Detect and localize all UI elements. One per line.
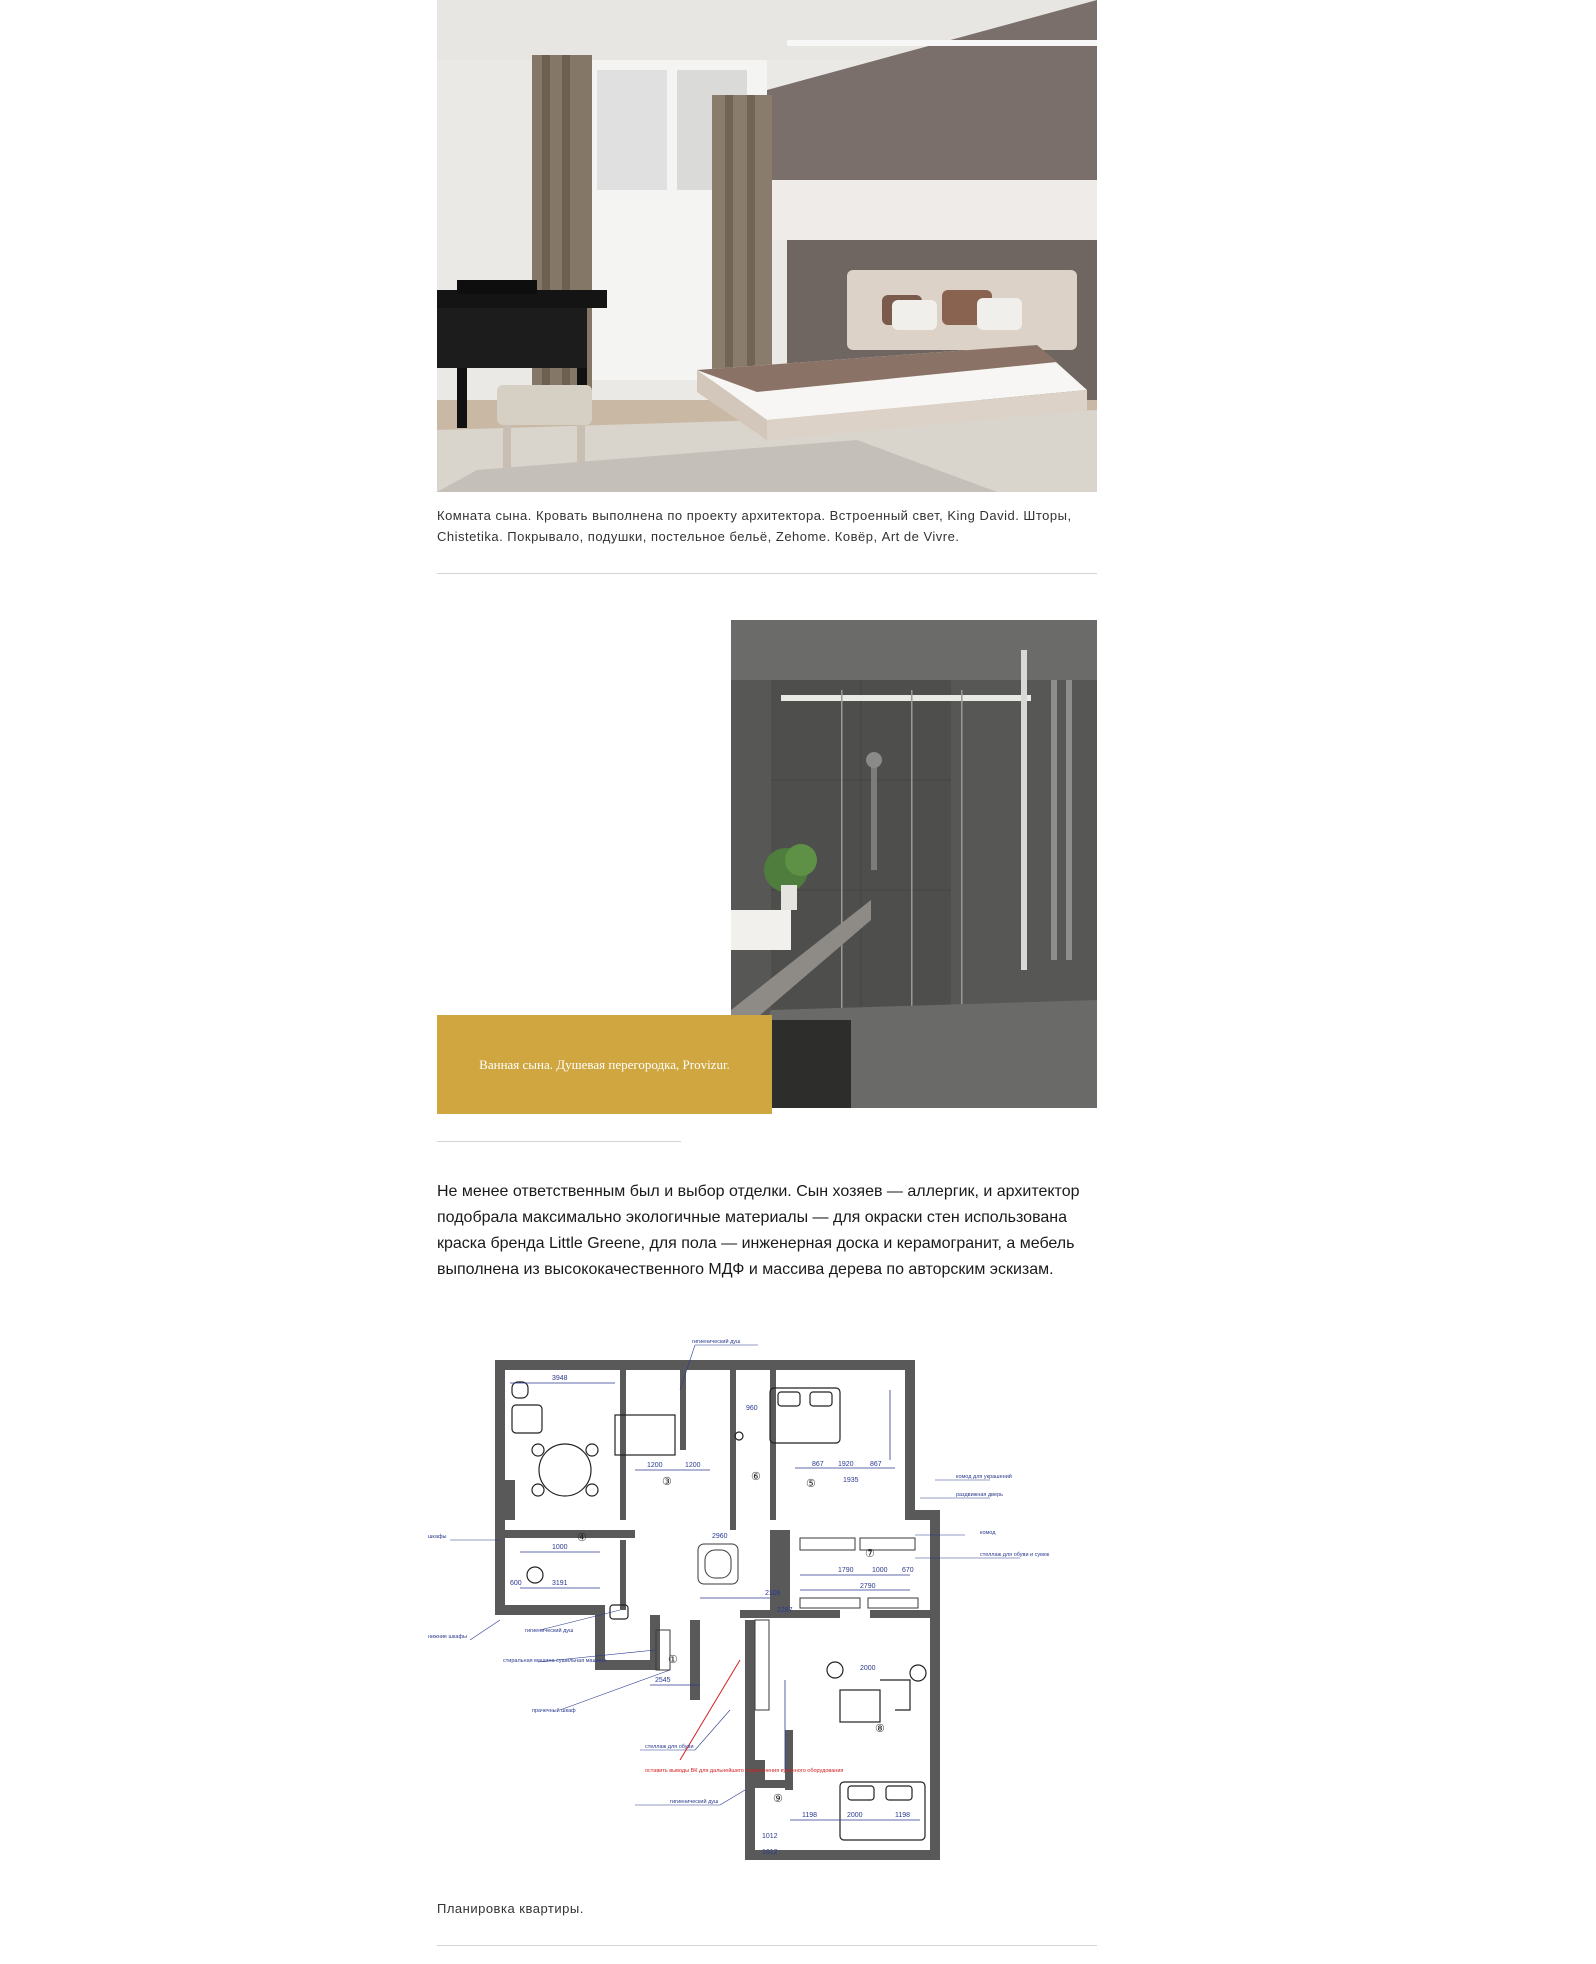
- label-chest: комод: [980, 1530, 996, 1536]
- label-hyg-shower-mid: гигиенический душ: [525, 1628, 574, 1634]
- bathroom-photo: [731, 620, 1097, 1108]
- label-shoe-rack-2: стеллаж для обуви: [645, 1744, 694, 1750]
- label-laundry-cabinet: прачечный шкаф: [532, 1708, 576, 1714]
- dim-2287: 2287: [777, 1607, 793, 1614]
- dim-2106: 2106: [765, 1590, 781, 1597]
- room-3: ③: [662, 1476, 672, 1488]
- divider-short: [437, 1141, 681, 1142]
- label-jewelry-chest: комод для украшений: [956, 1474, 1012, 1480]
- bathroom-illustration: [731, 620, 1097, 1108]
- dim-2000-b: 2000: [860, 1665, 876, 1672]
- dim-1198: 1198: [802, 1812, 818, 1819]
- label-sliding-door: раздвижная дверь: [956, 1492, 1003, 1498]
- room-4: ④: [577, 1532, 587, 1544]
- dim-3191: 3191: [552, 1580, 568, 1587]
- dim-1198-b: 1198: [895, 1812, 911, 1819]
- dim-1935: 1935: [843, 1477, 859, 1484]
- label-red-note: оставить выводы ВК для дальнейшего подключения кухонного оборудования: [645, 1768, 844, 1774]
- dim-670: 670: [902, 1567, 914, 1574]
- room-7: ⑦: [865, 1548, 875, 1560]
- floor-plan: [428, 1330, 1096, 1880]
- dim-1790: 1790: [838, 1567, 854, 1574]
- dim-600: 600: [510, 1580, 522, 1587]
- room-9: ⑨: [773, 1793, 783, 1805]
- dim-1012: 1012: [762, 1833, 778, 1840]
- dim-1612: 1612: [762, 1849, 778, 1856]
- dim-3948: 3948: [552, 1375, 568, 1382]
- dim-2545: 2545: [655, 1677, 671, 1684]
- bedroom-illustration: [437, 0, 1097, 492]
- label-wardrobes: шкафы: [428, 1534, 447, 1540]
- dim-1920: 1920: [838, 1461, 854, 1468]
- label-shoe-rack: стеллаж для обуви и сумок: [980, 1552, 1050, 1558]
- floor-plan-caption: Планировка квартиры.: [437, 1901, 584, 1916]
- label-hyg-shower-top: гигиенический душ: [692, 1339, 741, 1345]
- room-1: ①: [668, 1654, 678, 1666]
- dim-1200-b: 1200: [685, 1462, 701, 1469]
- dim-867: 867: [812, 1461, 824, 1468]
- room-6: ⑥: [751, 1471, 761, 1483]
- room-8: ⑧: [875, 1723, 885, 1735]
- label-low-cabinets: нижние шкафы: [428, 1634, 467, 1640]
- divider: [437, 573, 1097, 574]
- bedroom-photo: [437, 0, 1097, 492]
- dim-1200: 1200: [647, 1462, 663, 1469]
- divider: [437, 1945, 1097, 1946]
- dim-1000: 1000: [552, 1544, 568, 1551]
- room-5: ⑤: [806, 1478, 816, 1490]
- bedroom-caption: Комната сына. Кровать выполнена по проекту архитектора. Встроенный свет, King David. Шторы, Chistetika. Покрывало, подушки, постельное бельё, Zehome. Ковёр, Art de Vivre.: [437, 508, 1072, 544]
- dim-867-b: 867: [870, 1461, 882, 1468]
- label-hyg-shower-bottom: гигиенический душ: [670, 1799, 719, 1805]
- floor-plan-drawing: [428, 1330, 1096, 1880]
- dim-960: 960: [746, 1405, 758, 1412]
- bathroom-caption: Ванная сына. Душевая перегородка, Provizur.: [479, 1056, 730, 1072]
- dim-1000-b: 1000: [872, 1567, 888, 1574]
- article-paragraph: Не менее ответственным был и выбор отделки. Сын хозяев — аллергик, и архитектор подобрала максимально экологичные материалы — для окраски стен использована краска бренда Little Greene, для пола — инженерная доска и керамогранит, а мебель выполнена из высококачественного МДФ и массива дерева по авторским эскизам.: [437, 1183, 1080, 1278]
- dim-2000: 2000: [847, 1812, 863, 1819]
- bathroom-caption-box: [437, 1015, 772, 1114]
- label-washer: стиральная машина сушильная машина: [503, 1658, 607, 1664]
- dim-2790: 2790: [860, 1583, 876, 1590]
- dim-2960: 2960: [712, 1533, 728, 1540]
